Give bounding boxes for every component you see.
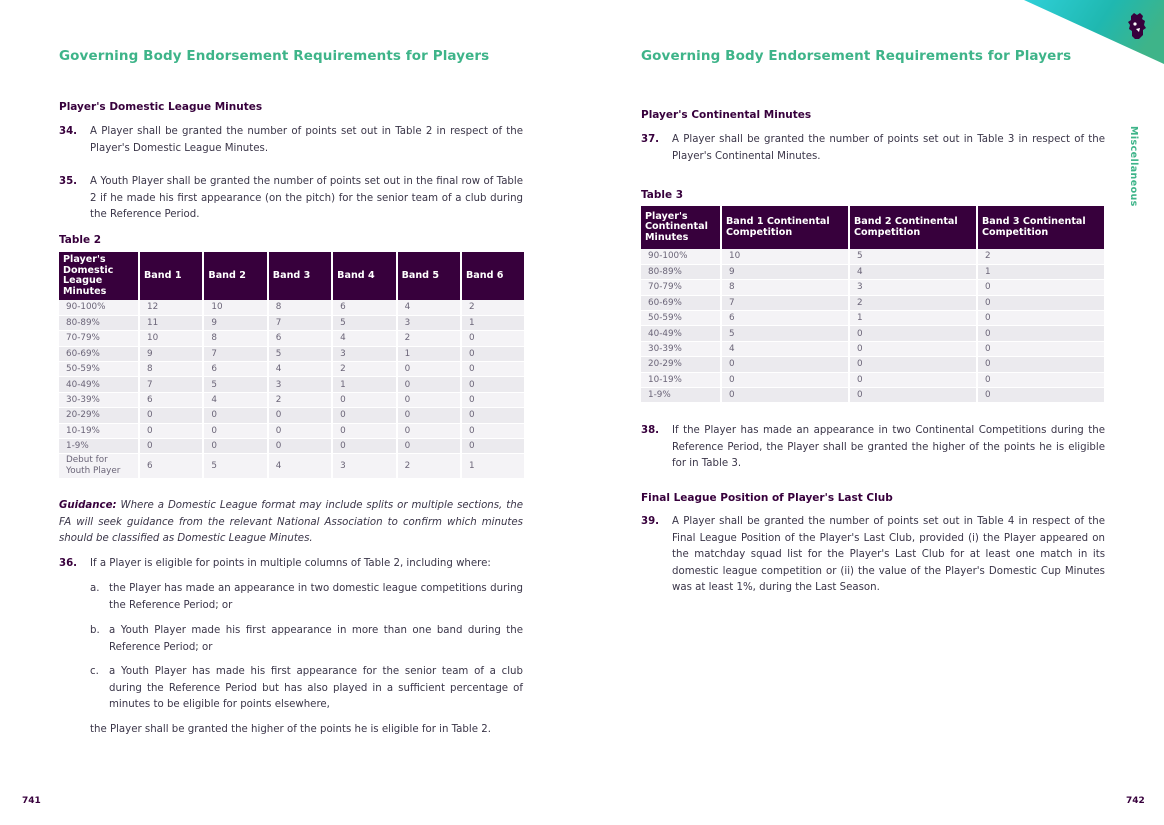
table-cell: 50-59% <box>641 311 721 326</box>
table-row <box>641 295 1104 310</box>
table-row <box>641 264 1104 279</box>
table-cell: 7 <box>139 377 203 392</box>
table-2 <box>59 252 524 479</box>
table-cell: 0 <box>461 362 524 377</box>
sub-item-text: the Player has made an appearance in two domestic league competitions during the Reference Period; or <box>109 583 523 611</box>
paragraph-text: If the Player has made an appearance in two Continental Competitions during the Reference Period, the Player shall be granted the higher of the points he is eligible for in Table 3. <box>672 425 1105 469</box>
table-header-cell: Player's Domestic League Minutes <box>59 252 139 300</box>
paragraph-text: A Player shall be granted the number of points set out in Table 4 in respect of the Final League Position of the Player's Last Club, provided (i) the Player appeared on the matchday squad list for the Player's Last Club for at least one match in its domestic league competition or (ii) the value of the Player's Domestic Cup Minutes was at least 1%, during the Last Season. <box>672 516 1105 593</box>
table-row <box>59 362 524 377</box>
table-row <box>641 357 1104 372</box>
table-cell: 8 <box>721 280 849 295</box>
table-cell: 9 <box>139 346 203 361</box>
table-cell: 30-39% <box>59 392 139 407</box>
table-cell: 60-69% <box>641 295 721 310</box>
table-cell: 30-39% <box>641 341 721 356</box>
page-title: Governing Body Endorsement Requirements for Players <box>59 48 490 64</box>
table-cell: 2 <box>397 454 461 479</box>
table-cell: 0 <box>849 326 977 341</box>
table-cell: 0 <box>268 408 332 423</box>
table-cell: 0 <box>721 388 849 403</box>
table-cell: 10-19% <box>59 423 139 438</box>
table-cell: 0 <box>203 439 267 454</box>
section-title: Final League Position of Player's Last Club <box>641 492 893 504</box>
table-cell: 0 <box>461 346 524 361</box>
table-cell: 5 <box>849 249 977 264</box>
table-cell: 0 <box>397 439 461 454</box>
table-row <box>641 326 1104 341</box>
table-cell: 0 <box>461 331 524 346</box>
table-cell: 0 <box>721 357 849 372</box>
table-cell: 50-59% <box>59 362 139 377</box>
table-cell: 2 <box>849 295 977 310</box>
table-cell: 80-89% <box>641 264 721 279</box>
table-cell: 0 <box>203 408 267 423</box>
table-cell: 0 <box>332 423 396 438</box>
table-cell: 5 <box>268 346 332 361</box>
table-header-row <box>59 252 524 300</box>
table-cell: 1-9% <box>59 439 139 454</box>
table-cell: 4 <box>849 264 977 279</box>
guidance-note <box>59 498 523 548</box>
table-cell: 9 <box>203 315 267 330</box>
table-cell: 0 <box>977 295 1104 310</box>
table-row <box>641 388 1104 403</box>
paragraph-35 <box>59 174 523 224</box>
table-cell: 70-79% <box>641 280 721 295</box>
table-cell: 0 <box>203 423 267 438</box>
paragraph-text: A Player shall be granted the number of points set out in Table 2 in respect of the Player's Domestic League Minutes. <box>90 126 523 154</box>
table-cell: 70-79% <box>59 331 139 346</box>
table-cell: 0 <box>397 423 461 438</box>
sub-item-label: b. <box>90 625 100 636</box>
paragraph-text: A Youth Player shall be granted the number of points set out in the final row of Table 2 if he made his first appearance (on the pitch) for the senior team of a club during the Reference Period. <box>90 176 523 220</box>
table-cell: 0 <box>977 388 1104 403</box>
paragraph-34 <box>59 124 523 157</box>
table-cell: 0 <box>397 392 461 407</box>
table-cell: 0 <box>332 439 396 454</box>
table-row <box>641 341 1104 356</box>
table-row <box>59 439 524 454</box>
table-cell: 0 <box>849 357 977 372</box>
paragraph-number: 37. <box>641 134 660 145</box>
table-header-cell: Band 3 <box>268 252 332 300</box>
table-cell: 90-100% <box>59 300 139 315</box>
right-page <box>582 0 1164 825</box>
table-cell: 10 <box>139 331 203 346</box>
table-cell: 5 <box>203 377 267 392</box>
table-cell: 0 <box>332 408 396 423</box>
table-header-cell: Band 1 Continental Competition <box>721 206 849 249</box>
table-label: Table 3 <box>641 189 684 201</box>
table-cell: 1 <box>332 377 396 392</box>
table-row <box>59 315 524 330</box>
table-row <box>59 423 524 438</box>
paragraph-38 <box>641 423 1105 473</box>
sub-item-c <box>90 664 523 714</box>
table-row <box>59 392 524 407</box>
table-cell: 0 <box>268 439 332 454</box>
table-cell: 0 <box>977 326 1104 341</box>
table-cell: 0 <box>849 341 977 356</box>
table-cell: 2 <box>977 249 1104 264</box>
table-cell: 0 <box>849 372 977 387</box>
table-header-cell: Band 4 <box>332 252 396 300</box>
guidance-text: Where a Domestic League format may include splits or multiple sections, the FA will seek guidance from the relevant National Association to confirm which minutes should be classified as Domestic League Minutes. <box>59 500 523 544</box>
table-cell: 40-49% <box>59 377 139 392</box>
table-cell: 1 <box>977 264 1104 279</box>
table-cell: 90-100% <box>641 249 721 264</box>
table-cell: 80-89% <box>59 315 139 330</box>
table-cell: 20-29% <box>641 357 721 372</box>
paragraph-number: 36. <box>59 558 78 569</box>
table-label: Table 2 <box>59 234 102 246</box>
table-cell: 6 <box>203 362 267 377</box>
table-cell: 0 <box>397 377 461 392</box>
sub-item-a <box>90 581 523 614</box>
paragraph-number: 39. <box>641 516 660 527</box>
table-cell: 4 <box>268 454 332 479</box>
table-row <box>59 300 524 315</box>
table-cell: 6 <box>721 311 849 326</box>
table-cell: 0 <box>977 280 1104 295</box>
table-cell: 10-19% <box>641 372 721 387</box>
table-cell: 0 <box>461 392 524 407</box>
table-header-cell: Band 2 <box>203 252 267 300</box>
table-cell: 3 <box>332 346 396 361</box>
table-header-cell: Band 1 <box>139 252 203 300</box>
table-cell: 12 <box>139 300 203 315</box>
table-cell: 0 <box>461 408 524 423</box>
table-cell: 0 <box>977 372 1104 387</box>
table-cell: 40-49% <box>641 326 721 341</box>
table-cell: 6 <box>139 392 203 407</box>
table-header-cell: Band 2 Continental Competition <box>849 206 977 249</box>
table-cell: Debut for Youth Player <box>59 454 139 479</box>
page-number: 741 <box>22 796 41 806</box>
table-row <box>641 249 1104 264</box>
table-row <box>59 408 524 423</box>
table-cell: 0 <box>849 388 977 403</box>
paragraph-text: If a Player is eligible for points in multiple columns of Table 2, including where: <box>90 558 491 569</box>
table-row <box>641 280 1104 295</box>
table-cell: 3 <box>268 377 332 392</box>
page-number: 742 <box>1126 796 1145 806</box>
table-cell: 7 <box>268 315 332 330</box>
table-header-cell: Player's Continental Minutes <box>641 206 721 249</box>
paragraph-number: 38. <box>641 425 660 436</box>
table-row <box>59 331 524 346</box>
table-cell: 20-29% <box>59 408 139 423</box>
table-header-cell: Band 6 <box>461 252 524 300</box>
table-cell: 1 <box>849 311 977 326</box>
table-cell: 0 <box>977 357 1104 372</box>
table-cell: 0 <box>397 362 461 377</box>
table-cell: 2 <box>268 392 332 407</box>
table-cell: 1-9% <box>641 388 721 403</box>
paragraph-36-conclusion: the Player shall be granted the higher of the points he is eligible for in Table 2. <box>90 724 491 735</box>
table-cell: 0 <box>721 372 849 387</box>
table-cell: 2 <box>397 331 461 346</box>
section-side-tab: Miscellaneous <box>1128 126 1139 207</box>
table-cell: 0 <box>461 377 524 392</box>
table-cell: 10 <box>721 249 849 264</box>
table-cell: 5 <box>721 326 849 341</box>
table-cell: 4 <box>332 331 396 346</box>
table-cell: 4 <box>203 392 267 407</box>
table-header-cell: Band 3 Continental Competition <box>977 206 1104 249</box>
sub-item-text: a Youth Player made his first appearance in more than one band during the Reference Period; or <box>109 625 523 653</box>
table-header-cell: Band 5 <box>397 252 461 300</box>
table-cell: 4 <box>268 362 332 377</box>
table-cell: 6 <box>332 300 396 315</box>
table-cell: 8 <box>268 300 332 315</box>
table-cell: 0 <box>461 439 524 454</box>
table-cell: 3 <box>397 315 461 330</box>
table-cell: 0 <box>139 439 203 454</box>
table-cell: 11 <box>139 315 203 330</box>
guidance-label: Guidance: <box>59 500 117 511</box>
table-cell: 4 <box>721 341 849 356</box>
table-cell: 8 <box>203 331 267 346</box>
table-cell: 0 <box>977 341 1104 356</box>
paragraph-39 <box>641 514 1105 597</box>
paragraph-number: 34. <box>59 126 78 137</box>
section-title: Player's Domestic League Minutes <box>59 101 263 113</box>
paragraph-37 <box>641 132 1105 165</box>
table-row <box>641 372 1104 387</box>
table-cell: 1 <box>461 454 524 479</box>
table-cell: 0 <box>268 423 332 438</box>
table-cell: 0 <box>139 423 203 438</box>
table-row <box>59 346 524 361</box>
table-cell: 2 <box>461 300 524 315</box>
table-cell: 0 <box>139 408 203 423</box>
sub-item-label: a. <box>90 583 100 594</box>
table-cell: 60-69% <box>59 346 139 361</box>
paragraph-number: 35. <box>59 176 78 187</box>
table-cell: 9 <box>721 264 849 279</box>
table-row <box>59 377 524 392</box>
table-header-row <box>641 206 1104 249</box>
table-3 <box>641 206 1104 403</box>
table-cell: 3 <box>849 280 977 295</box>
table-row <box>59 454 524 479</box>
table-cell: 4 <box>397 300 461 315</box>
table-cell: 0 <box>397 408 461 423</box>
table-cell: 0 <box>977 311 1104 326</box>
section-title: Player's Continental Minutes <box>641 109 812 121</box>
paragraph-text: A Player shall be granted the number of points set out in Table 3 in respect of the Player's Continental Minutes. <box>672 134 1105 162</box>
table-cell: 7 <box>721 295 849 310</box>
table-row <box>641 311 1104 326</box>
table-cell: 6 <box>268 331 332 346</box>
table-cell: 5 <box>332 315 396 330</box>
sub-item-text: a Youth Player has made his first appearance for the senior team of a club during the Reference Period but has also played in a sufficient percentage of minutes to be eligible for points elsewhere, <box>109 666 523 710</box>
sub-item-b <box>90 623 523 656</box>
table-cell: 1 <box>397 346 461 361</box>
table-cell: 0 <box>461 423 524 438</box>
page-title: Governing Body Endorsement Requirements for Players <box>641 48 1072 64</box>
table-cell: 6 <box>139 454 203 479</box>
table-cell: 3 <box>332 454 396 479</box>
table-cell: 0 <box>332 392 396 407</box>
table-cell: 2 <box>332 362 396 377</box>
table-cell: 10 <box>203 300 267 315</box>
table-cell: 5 <box>203 454 267 479</box>
table-cell: 7 <box>203 346 267 361</box>
table-cell: 1 <box>461 315 524 330</box>
sub-item-label: c. <box>90 666 99 677</box>
paragraph-36 <box>59 556 523 573</box>
table-cell: 8 <box>139 362 203 377</box>
